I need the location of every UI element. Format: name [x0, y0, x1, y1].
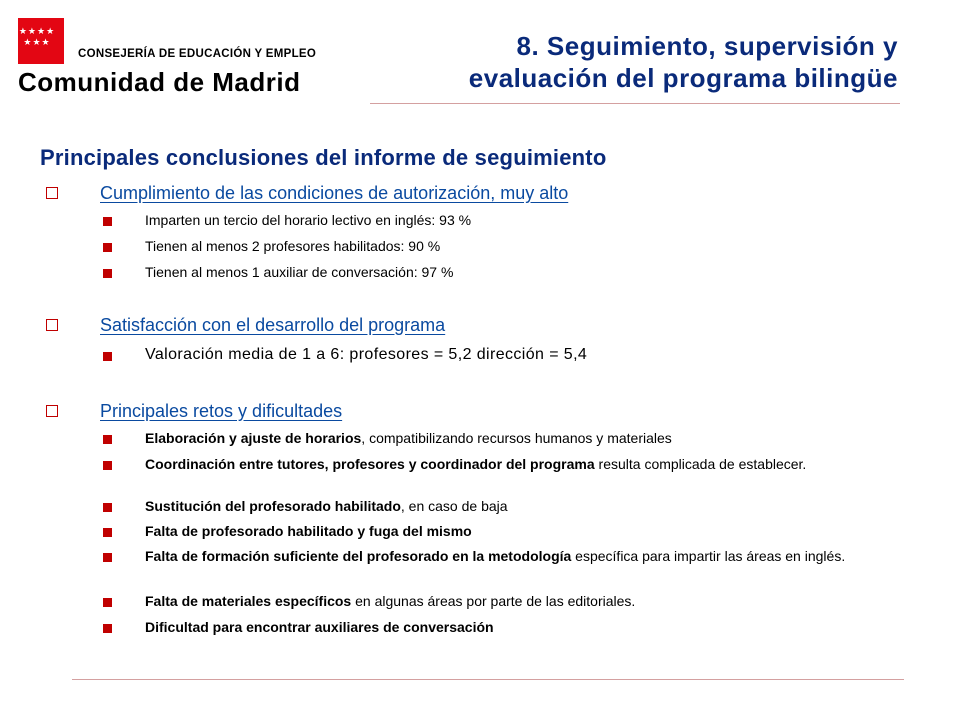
bullet-text: resulta complicada de establecer. — [594, 456, 807, 472]
logo-name-text: Comunidad de Madrid — [18, 67, 301, 97]
filled-square-icon — [103, 269, 112, 278]
bullet-bold-text: Falta de profesorado habilitado y fuga del mismo — [145, 523, 472, 539]
bullet-text: Tienen al menos 2 profesores habilitados: 90 % — [145, 238, 441, 254]
bullet-bold-text: Coordinación entre tutores, profesores y coordinador del programa — [145, 456, 595, 472]
hollow-square-icon — [46, 405, 58, 417]
bullet-bold-text: Elaboración y ajuste de horarios — [145, 430, 362, 446]
filled-square-icon — [103, 503, 112, 512]
section-heading-satisfaction[interactable] — [46, 314, 445, 336]
slide-subtitle: Principales conclusiones del informe de seguimiento — [40, 145, 607, 170]
filled-square-icon — [103, 624, 112, 633]
title-divider — [370, 103, 900, 104]
footer-divider — [72, 679, 904, 680]
flag-stars — [14, 26, 60, 48]
section-heading-text: Satisfacción con el desarrollo del programa — [100, 314, 446, 335]
bullet-bold-text: Falta de materiales específicos — [145, 593, 352, 609]
slide-title — [338, 30, 898, 94]
filled-square-icon — [103, 528, 112, 537]
section-heading-text: Cumplimiento de las condiciones de autorización, muy alto — [100, 182, 569, 203]
slide-title-line-2: evaluación del programa bilingüe — [468, 63, 898, 93]
section-heading-challenges[interactable] — [46, 400, 342, 422]
bullet-bold-text: Dificultad para encontrar auxiliares de conversación — [145, 619, 494, 635]
filled-square-icon — [103, 598, 112, 607]
bullet-bold-text: Falta de formación suficiente del profesorado en la metodología — [145, 548, 572, 564]
filled-square-icon — [103, 553, 112, 562]
bullet-text: Tienen al menos 1 auxiliar de conversación: 97 % — [145, 264, 454, 280]
hollow-square-icon — [46, 187, 58, 199]
comunidad-madrid-logo — [14, 18, 317, 98]
filled-square-icon — [103, 217, 112, 226]
filled-square-icon — [103, 435, 112, 444]
stars-row-1: ★★★★ — [18, 26, 56, 36]
filled-square-icon — [103, 243, 112, 252]
section-heading-compliance[interactable] — [46, 182, 568, 204]
stars-row-2: ★★★ — [23, 37, 51, 47]
bullet-text: en algunas áreas por parte de las editoriales. — [351, 593, 636, 609]
bullet-text: , compatibilizando recursos humanos y materiales — [361, 430, 672, 446]
bullet-text: Valoración media de 1 a 6: profesores = 5,2 dirección = 5,4 — [145, 346, 588, 363]
filled-square-icon — [103, 461, 112, 470]
hollow-square-icon — [46, 319, 58, 331]
bullet-bold-text: Sustitución del profesorado habilitado — [145, 498, 401, 514]
logo-org-text: CONSEJERÍA DE EDUCACIÓN Y EMPLEO — [78, 48, 317, 60]
bullet-text: , en caso de baja — [400, 498, 508, 514]
bullet-text: específica para impartir las áreas en inglés. — [571, 548, 846, 564]
bullet-text: Imparten un tercio del horario lectivo en inglés: 93 % — [145, 212, 472, 228]
filled-square-icon — [103, 352, 112, 361]
section-heading-text: Principales retos y dificultades — [100, 400, 343, 421]
slide-title-line-1: 8. Seguimiento, supervisión y — [516, 31, 898, 61]
